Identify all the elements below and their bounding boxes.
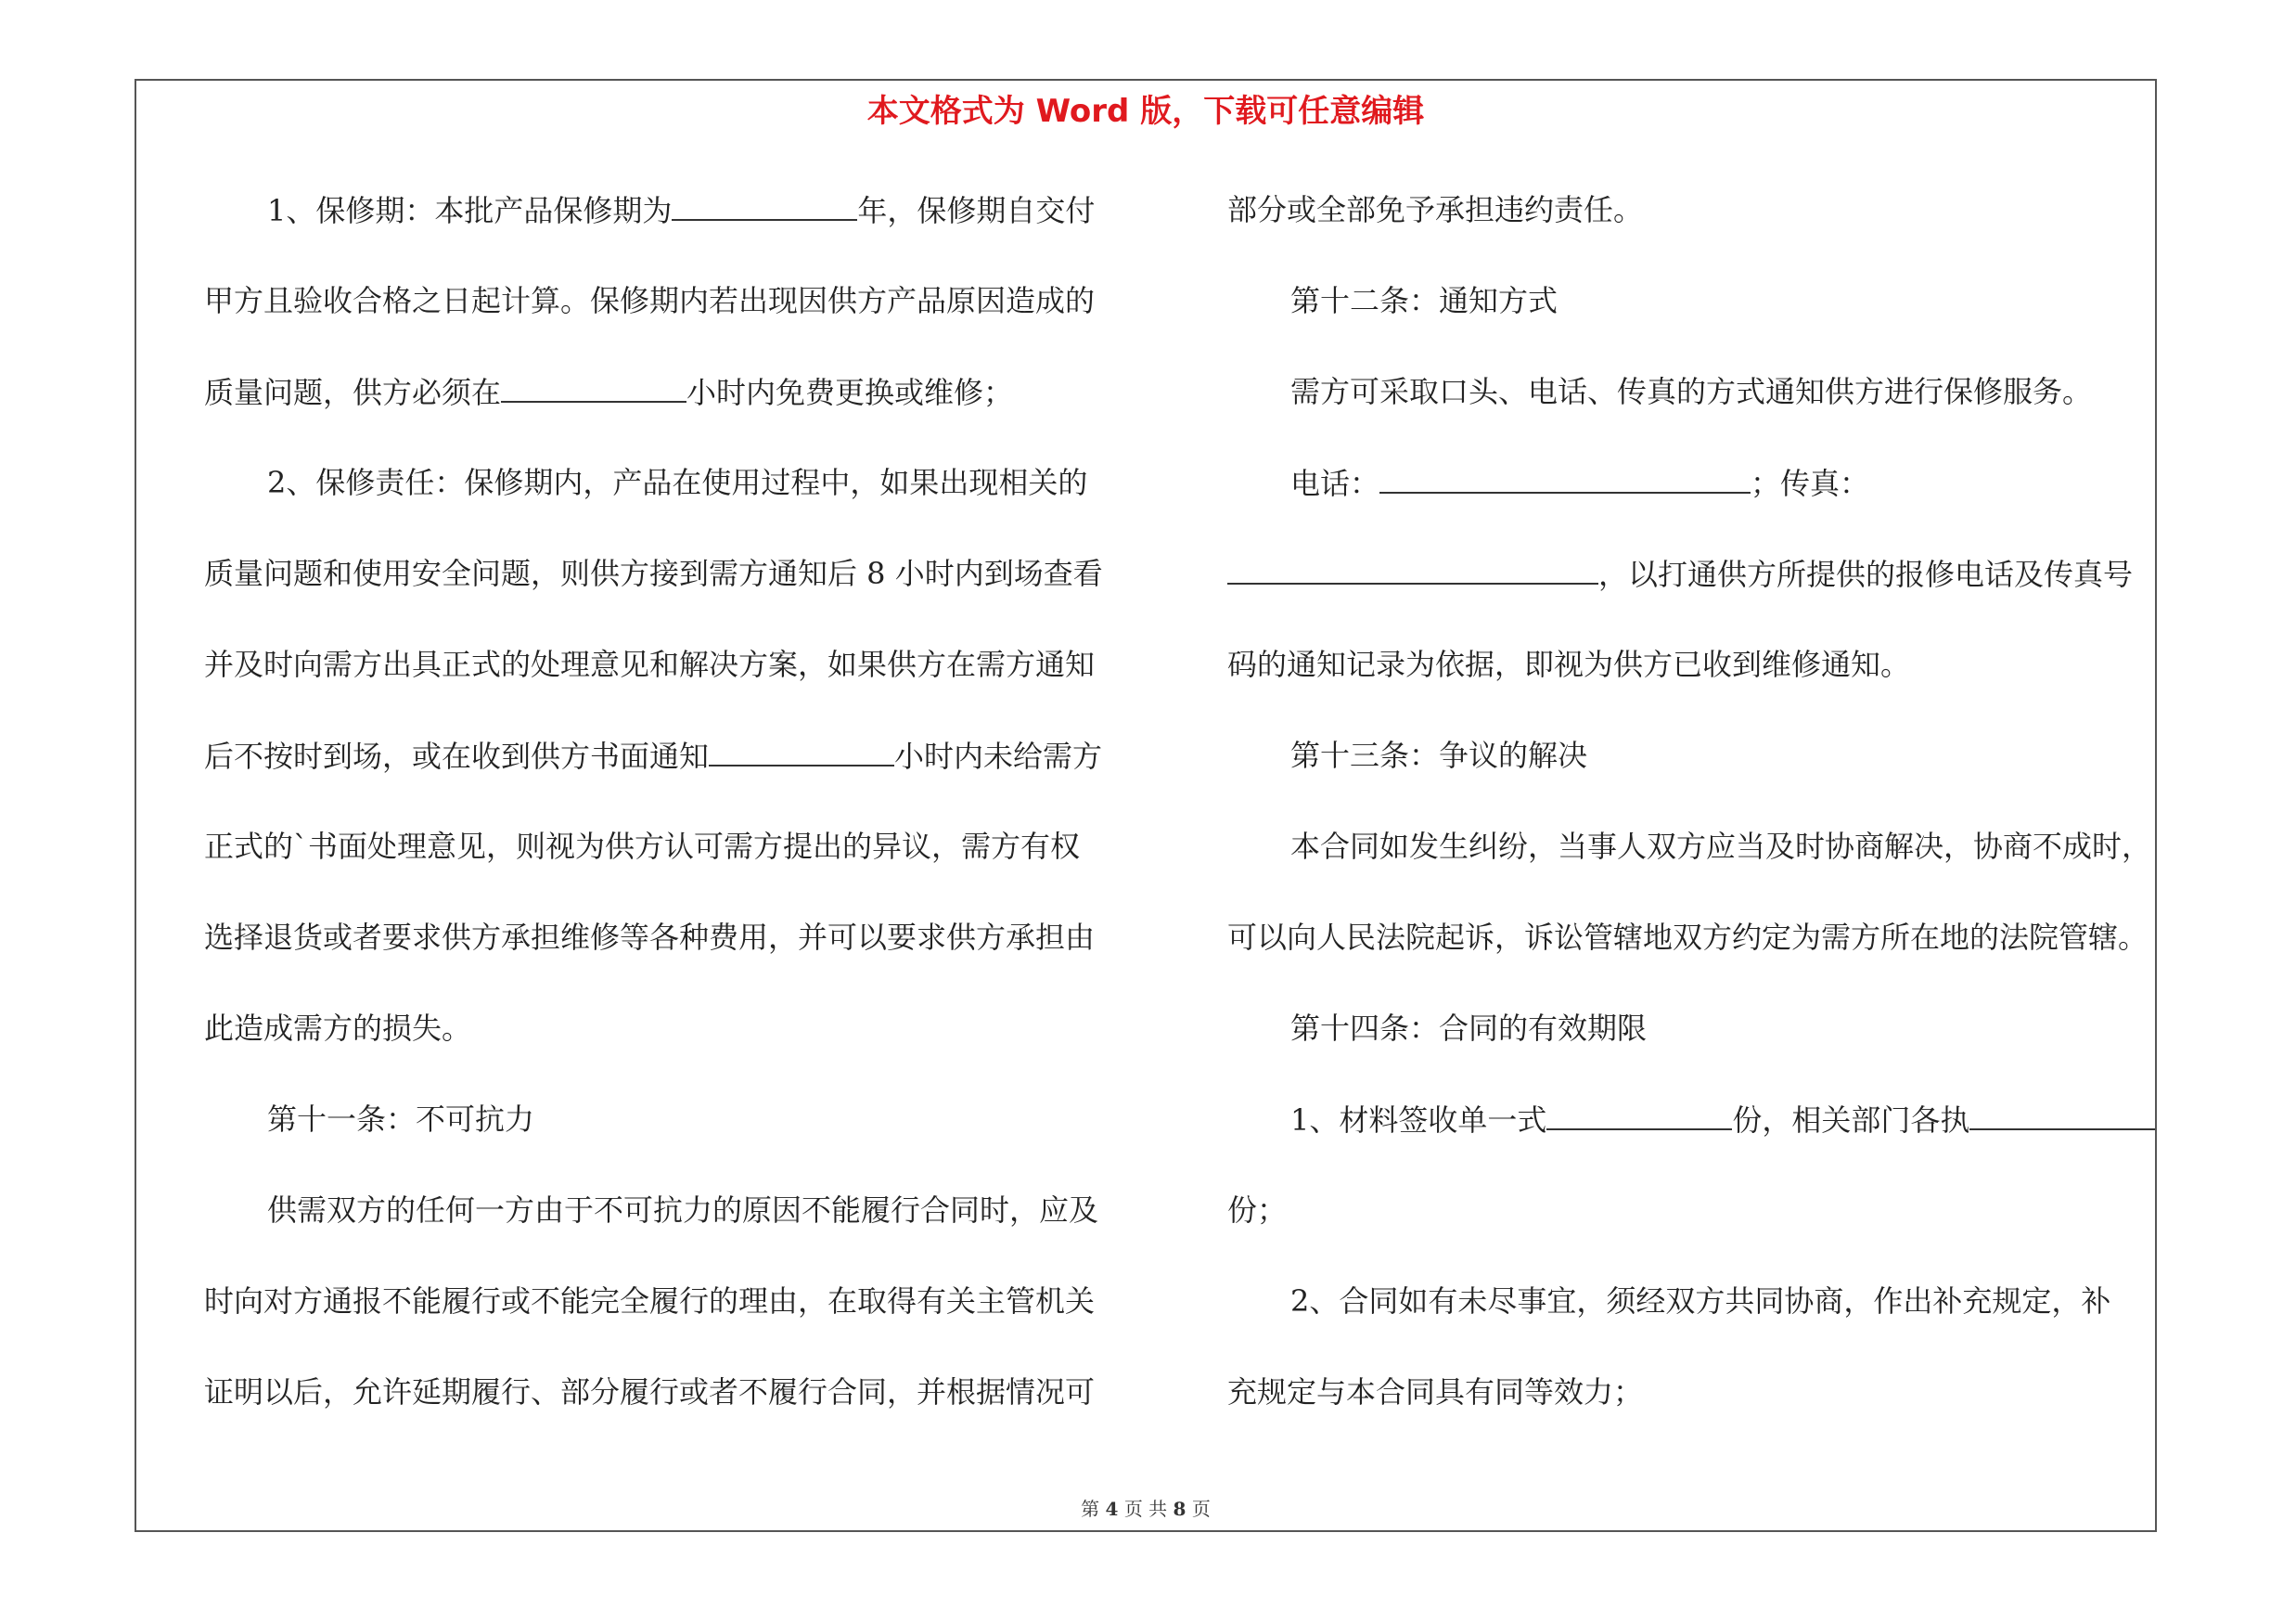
text-segment: 1、材料签收单一式: [1290, 1102, 1547, 1138]
current-page-number: 4: [1105, 1498, 1119, 1520]
paragraph-line: 供需双方的任何一方由于不可抗力的原因不能履行合同时，应及: [267, 1192, 1099, 1228]
paragraph-line: 正式的`书面处理意见，则视为供方认可需方提出的异议，需方有权: [204, 829, 1081, 864]
paragraph-line: 份；: [1227, 1192, 1288, 1228]
text-segment: ；传真：: [1751, 466, 1870, 501]
text-segment: 后不按时到场，或在收到供方书面通知: [204, 739, 710, 774]
fill-blank-reply-hours[interactable]: [709, 728, 894, 766]
total-page-count: 8: [1173, 1498, 1186, 1520]
paragraph-line: 甲方且验收合格之日起计算。保修期内若出现因供方产品原因造成的: [204, 283, 1096, 318]
section-heading: 第十一条：不可抗力: [267, 1101, 535, 1137]
paragraph-line: 本合同如发生纠纷，当事人双方应当及时协商解决，协商不成时，: [1290, 829, 2152, 864]
paragraph-line: [204, 182, 1132, 273]
paragraph-line: [1227, 1091, 2155, 1182]
paragraph-line: 可以向人民法院起诉，诉讼管辖地双方约定为需方所在地的法院管辖。: [1227, 920, 2148, 955]
paragraph-line: 证明以后，允许延期履行、部分履行或者不履行合同，并根据情况可: [204, 1374, 1096, 1410]
footer-text: 页: [1191, 1498, 1211, 1520]
fill-blank-dept-copies[interactable]: [1969, 1091, 2155, 1130]
text-segment: 小时内免费更换或维修；: [686, 375, 1014, 410]
fill-blank-replace-hours[interactable]: [501, 364, 686, 403]
paragraph-line: 2、合同如有未尽事宜，须经双方共同协商，作出补充规定，补: [1290, 1283, 2111, 1319]
paragraph-line: 2、保修责任：保修期内，产品在使用过程中，如果出现相关的: [267, 465, 1088, 500]
section-heading: 第十三条：争议的解决: [1290, 738, 1588, 773]
paragraph-line: 充规定与本合同具有同等效力；: [1227, 1374, 1644, 1410]
left-column: [204, 182, 1132, 1455]
text-segment: 电话：: [1290, 466, 1380, 501]
paragraph-line: 需方可采取口头、电话、传真的方式通知供方进行保修服务。: [1290, 374, 2093, 409]
text-segment: 份，相关部门各执: [1732, 1102, 1970, 1138]
text-segment: 质量问题，供方必须在: [204, 375, 502, 410]
text-segment: 年，保修期自交付: [857, 193, 1096, 228]
paragraph-line: 码的通知记录为依据，即视为供方已收到维修通知。: [1227, 647, 1911, 682]
fill-blank-copies[interactable]: [1546, 1091, 1732, 1130]
paragraph-line: [204, 364, 1132, 455]
footer-text: 第: [1081, 1498, 1100, 1520]
page-footer: [135, 1494, 2157, 1521]
text-segment: 小时内未给需方: [894, 739, 1103, 774]
paragraph-line: [204, 728, 1132, 818]
fill-blank-warranty-years[interactable]: [672, 182, 857, 221]
section-heading: 第十四条：合同的有效期限: [1290, 1011, 1648, 1046]
right-column: [1227, 182, 2155, 1455]
footer-text: 页 共: [1123, 1498, 1168, 1520]
paragraph-line: [1227, 546, 2155, 637]
paragraph-line: 质量问题和使用安全问题，则供方接到需方通知后 8 小时内到场查看: [204, 556, 1103, 591]
fill-blank-fax[interactable]: [1227, 546, 1598, 585]
word-format-banner: 本文格式为 Word 版，下载可任意编辑: [866, 93, 1425, 130]
paragraph-line: 时向对方通报不能履行或不能完全履行的理由，在取得有关主管机关: [204, 1283, 1096, 1319]
text-segment: ，以打通供方所提供的报修电话及传真号: [1598, 557, 2134, 592]
paragraph-line: 并及时向需方出具正式的处理意见和解决方案，如果供方在需方通知: [204, 647, 1096, 682]
paragraph-line: 部分或全部免予承担违约责任。: [1227, 192, 1644, 227]
fill-blank-phone[interactable]: [1379, 455, 1751, 494]
paragraph-line: 此造成需方的损失。: [204, 1011, 472, 1046]
paragraph-line: [1227, 455, 2155, 546]
paragraph-line: 选择退货或者要求供方承担维修等各种费用，并可以要求供方承担由: [204, 920, 1096, 955]
text-segment: 1、保修期：本批产品保修期为: [267, 193, 673, 228]
section-heading: 第十二条：通知方式: [1290, 283, 1558, 318]
